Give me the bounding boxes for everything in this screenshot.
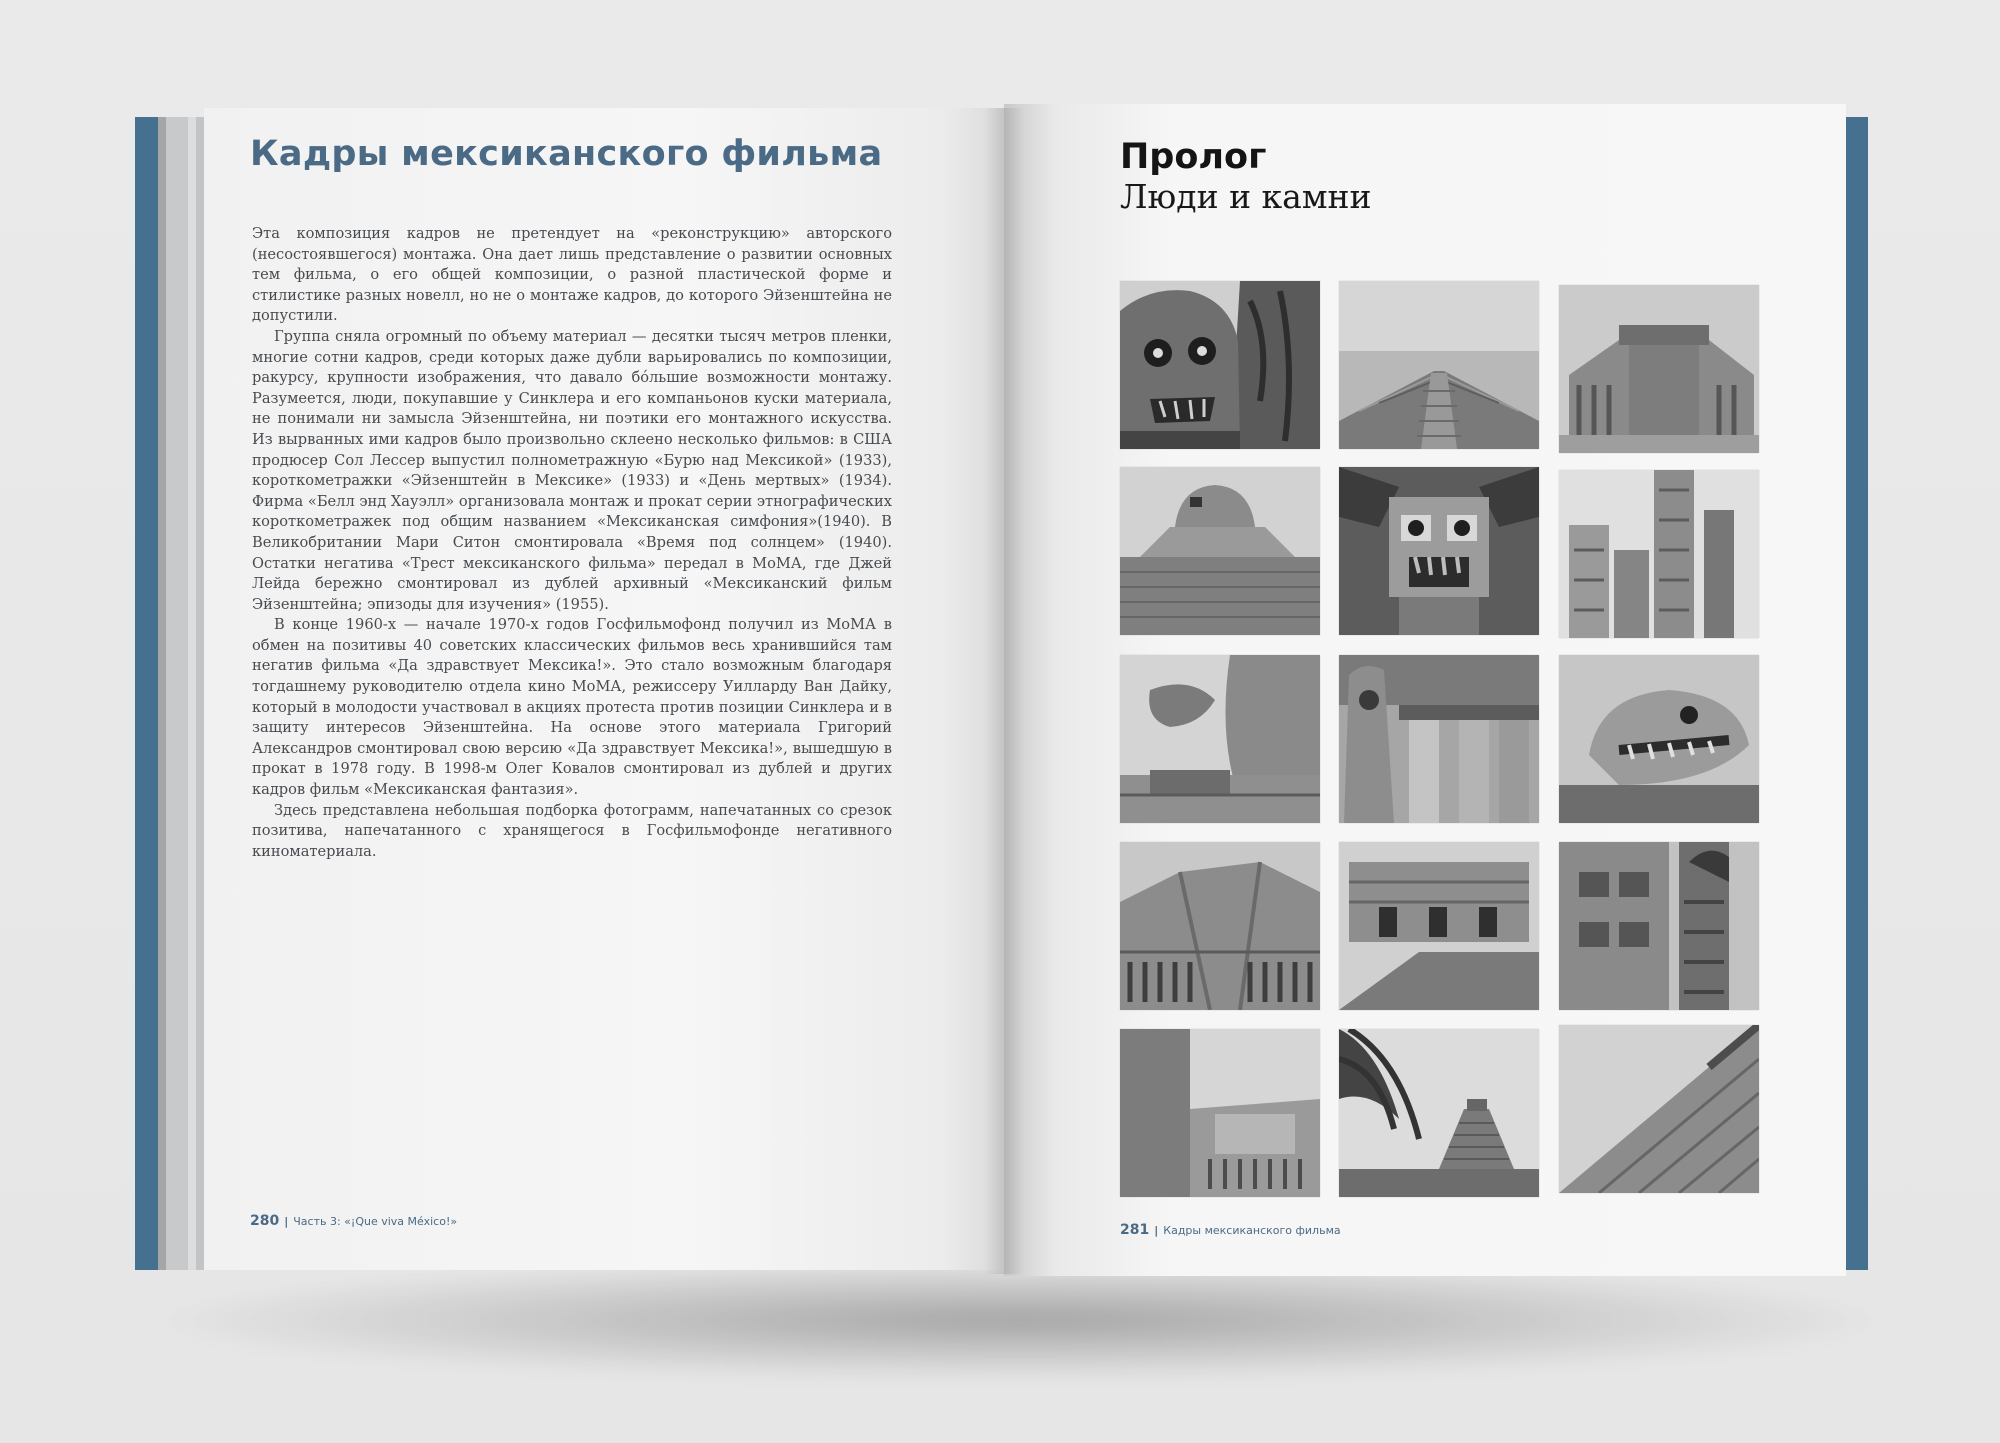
- stone-head-photo: [1120, 281, 1320, 449]
- stone-pillars-photo: [1559, 470, 1759, 638]
- serpent-head-photo: [1120, 655, 1320, 823]
- paragraph: Группа сняла огромный по объему материал — десятки тысяч метров пленки, многие сотни кадров, среди которых даже дубли варьировались по композиции, ракурсу, крупности изображения, что давало бóльшие возможности монтажу. Разумеется, люди, покупавшие у Синклера и его компаньонов куски материала, не понимали ни замысла Эйзенштейна, ни поэтики его монтажного искусства. Из вырванных ими кадров было произвольно склеено несколько фильмов: в США продюсер Сол Лессер выпустил полнометражную «Бурю над Мексикой» (1933), короткометражки «Эйзенштейн в Мексике» (1933) и «День мертвых» (1934). Фирма «Белл энд Хауэлл» организовала монтаж и прокат серии этнографических короткометражек под общим названием «Мексиканская симфония»(1940). В Великобритании Мари Ситон смонтировала «Время под солнцем» (1940). Остатки негатива «Трест мексиканского фильма» передал в МоМА, где Джей Лейда бережно смонтировал из дублей архивный «Мексиканский фильм Эйзенштейна; эпизоды для изучения» (1955).: [252, 327, 892, 613]
- page-number: 281: [1120, 1222, 1150, 1238]
- page-footer-left: [250, 1213, 457, 1229]
- castillo-palm-photo: [1339, 1029, 1539, 1197]
- folio-separator: |: [284, 1215, 289, 1228]
- temple-ruins-photo: [1559, 285, 1759, 453]
- chaac-masks-photo: [1559, 842, 1759, 1010]
- carved-mask-photo: [1339, 467, 1539, 635]
- body-text: [252, 224, 892, 862]
- left-page-title: Кадры мексиканского фильма: [250, 134, 883, 174]
- folio-separator: |: [1154, 1224, 1159, 1237]
- page-edge: [166, 117, 188, 1270]
- observatory-photo: [1120, 467, 1320, 635]
- stair-slope-photo: [1559, 1025, 1759, 1193]
- page-number: 280: [250, 1213, 280, 1229]
- page-footer-right: [1120, 1222, 1341, 1238]
- page-edge: [188, 117, 196, 1270]
- running-footer: Кадры мексиканского фильма: [1163, 1224, 1341, 1237]
- book-gutter: [984, 108, 1024, 1274]
- paragraph: Эта композиция кадров не претендует на «реконструкцию» авторского (несостоявшегося) монтажа. Она дает лишь представление о развитии основных тем фильма, о его общей композиции, о разной пластической форме и стилистике разных новелл, но не о монтаже кадров, до которого Эйзенштейна не допустили.: [252, 225, 892, 325]
- prologue-subtitle: Люди и камни: [1120, 177, 1372, 216]
- nunnery-facade-photo: [1339, 842, 1539, 1010]
- page-edge: [158, 117, 166, 1270]
- colonnade-view-photo: [1120, 1029, 1320, 1197]
- paragraph: В конце 1960-х — начале 1970-х годов Госфильмофонд получил из МоМА в обмен на позитивы 40 советских классических фильмов весь хранившийся там негатив фильма «Да здравствует Мексика!». Это стало возможным благодаря тогдашнему руководителю отдела кино МоМА, режиссеру Уилларду Ван Дайку, который в молодости участвовал в акциях протеста против позиции Синклера и в защиту интересов Эйзенштейна. На основе этого материала Григорий Александров смонтировал свою версию «Да здравствует Мексика!», вышедшую в прокат в 1978 году. В 1998-м Олег Ковалов смонтировал из дублей и других кадров фильм «Мексиканская фантазия».: [252, 616, 892, 799]
- warriors-temple-photo: [1120, 842, 1320, 1010]
- pyramid-steps-photo: [1339, 281, 1539, 449]
- feathered-serpent-photo: [1559, 655, 1759, 823]
- carved-columns-photo: [1339, 655, 1539, 823]
- book-shadow: [160, 1260, 1880, 1380]
- running-footer: Часть 3: «¡Que viva México!»: [293, 1215, 458, 1228]
- paragraph: Здесь представлена небольшая подборка фотограмм, напечатанных со срезок позитива, напечатанного с хранящегося в Госфильмофонде негативного киноматериала.: [252, 801, 892, 860]
- prologue-title: Пролог: [1120, 137, 1267, 177]
